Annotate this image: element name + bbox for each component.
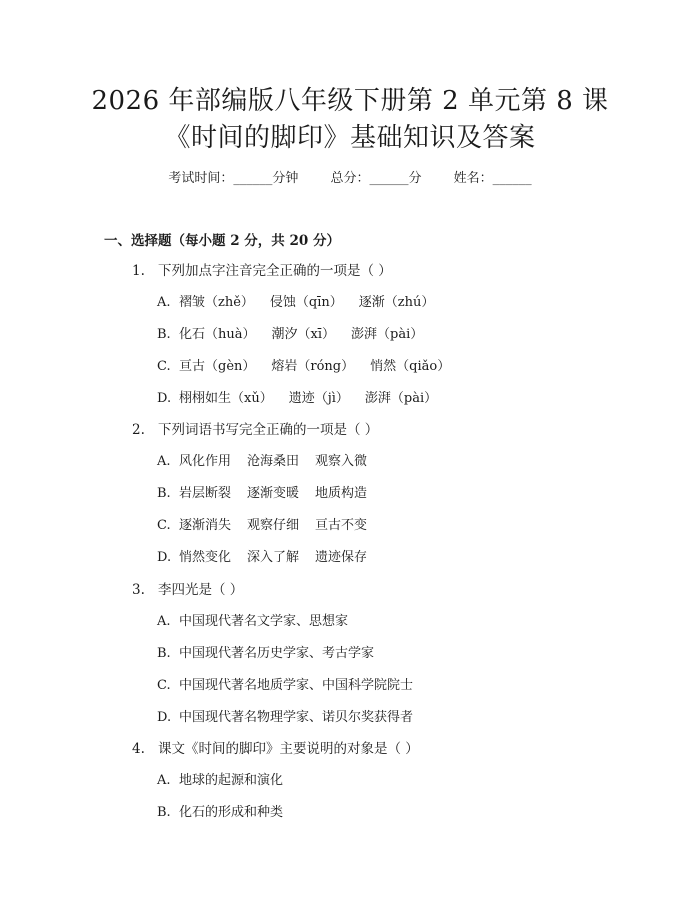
q2-option-a bbox=[157, 453, 383, 471]
option-item: 澎湃（pài） bbox=[351, 327, 424, 342]
option-letter: B. bbox=[157, 805, 171, 820]
option-item: 地球的起源和演化 bbox=[179, 773, 284, 788]
exam-time-field: 考试时间：______分钟 bbox=[168, 171, 299, 186]
student-name-field: 姓名：______ bbox=[453, 171, 532, 186]
option-item: 中国现代著名历史学家、考古学家 bbox=[179, 646, 375, 661]
question-number: 1. bbox=[132, 263, 145, 279]
q3-option-d bbox=[157, 709, 429, 727]
option-item: 逐渐消失 bbox=[179, 518, 232, 533]
option-item: 中国现代著名物理学家、诺贝尔奖获得者 bbox=[179, 710, 414, 725]
option-letter: A. bbox=[157, 614, 171, 629]
option-item: 熔岩（róng） bbox=[271, 359, 355, 374]
title-line-2: 《时间的脚印》基础知识及答案 bbox=[164, 123, 536, 153]
question-text: 下列词语书写完全正确的一项是（ ） bbox=[158, 422, 379, 438]
option-item: 化石的形成和种类 bbox=[179, 805, 284, 820]
q1-option-b bbox=[157, 326, 439, 344]
q1-option-c bbox=[157, 358, 466, 376]
q1-option-d bbox=[157, 390, 453, 408]
option-letter: A. bbox=[157, 773, 171, 788]
option-letter: B. bbox=[157, 327, 171, 342]
q1-option-a bbox=[157, 294, 450, 312]
option-item: 地质构造 bbox=[315, 486, 368, 501]
option-item: 岩层断裂 bbox=[179, 486, 232, 501]
q3-option-c bbox=[157, 677, 429, 695]
option-letter: C. bbox=[157, 678, 171, 693]
q3-option-b bbox=[157, 645, 390, 663]
q2-option-b bbox=[157, 485, 383, 503]
option-letter: D. bbox=[157, 391, 172, 406]
option-item: 中国现代著名文学家、思想家 bbox=[179, 614, 349, 629]
option-letter: C. bbox=[157, 359, 171, 374]
question-number: 4. bbox=[132, 741, 145, 757]
q4-option-b bbox=[157, 804, 299, 822]
option-letter: A. bbox=[157, 454, 171, 469]
option-item: 沧海桑田 bbox=[247, 454, 300, 469]
option-item: 观察仔细 bbox=[247, 518, 300, 533]
q2-option-c bbox=[157, 517, 383, 535]
q4-option-a bbox=[157, 772, 299, 790]
option-item: 潮汐（xī） bbox=[271, 327, 335, 342]
q3-option-a bbox=[157, 613, 364, 631]
option-letter: C. bbox=[157, 518, 171, 533]
option-letter: B. bbox=[157, 486, 171, 501]
section-heading: 一、选择题（每小题 2 分，共 20 分） bbox=[104, 233, 340, 249]
option-item: 观察入微 bbox=[315, 454, 368, 469]
option-item: 化石（huà） bbox=[179, 327, 256, 342]
option-item: 中国现代著名地质学家、中国科学院院士 bbox=[179, 678, 414, 693]
option-item: 澎湃（pài） bbox=[364, 391, 438, 406]
question-text: 课文《时间的脚印》主要说明的对象是（ ） bbox=[158, 741, 419, 757]
question-number: 2. bbox=[132, 422, 145, 438]
question-text: 下列加点字注音完全正确的一项是（ ） bbox=[158, 263, 392, 279]
option-item: 侵蚀（qīn） bbox=[269, 295, 343, 310]
option-item: 亘古不变 bbox=[315, 518, 368, 533]
q2-option-d bbox=[157, 549, 383, 567]
option-item: 褶皱（zhě） bbox=[179, 295, 254, 310]
exam-info bbox=[0, 170, 700, 188]
question-1 bbox=[132, 262, 392, 280]
option-item: 风化作用 bbox=[179, 454, 232, 469]
option-letter: D. bbox=[157, 550, 172, 565]
option-letter: A. bbox=[157, 295, 171, 310]
option-item: 遗迹保存 bbox=[315, 550, 368, 565]
question-text: 李四光是（ ） bbox=[158, 582, 244, 598]
question-2 bbox=[132, 421, 378, 439]
option-item: 深入了解 bbox=[247, 550, 300, 565]
option-letter: D. bbox=[157, 710, 172, 725]
total-score-field: 总分：______分 bbox=[330, 171, 422, 186]
question-3 bbox=[132, 581, 243, 599]
option-item: 逐渐（zhú） bbox=[358, 295, 435, 310]
option-item: 亘古（gèn） bbox=[179, 359, 256, 374]
option-item: 悄然变化 bbox=[179, 550, 232, 565]
option-item: 遗迹（jì） bbox=[288, 391, 349, 406]
title-line-1: 2026 年部编版八年级下册第 2 单元第 8 课 bbox=[91, 86, 609, 116]
question-number: 3. bbox=[132, 582, 145, 598]
option-letter: B. bbox=[157, 646, 171, 661]
question-4 bbox=[132, 740, 419, 758]
option-item: 悄然（qiǎo） bbox=[370, 359, 451, 374]
option-item: 逐渐变暖 bbox=[247, 486, 300, 501]
option-item: 栩栩如生（xǔ） bbox=[179, 391, 273, 406]
